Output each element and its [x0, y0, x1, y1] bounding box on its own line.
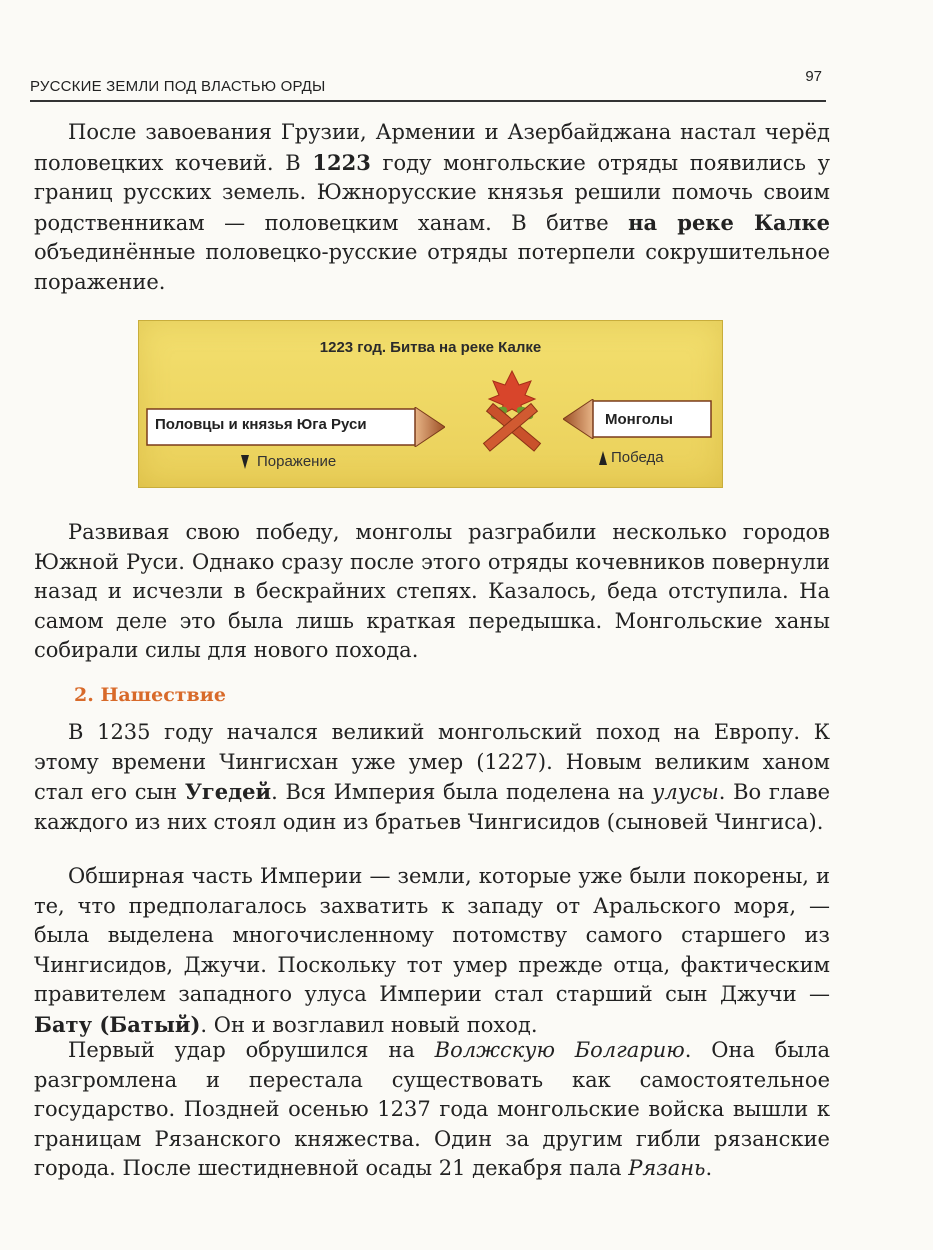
victory-label: Победа: [611, 449, 664, 466]
battle-scheme: [138, 320, 723, 488]
paragraph-first-strike: Первый удар обрушился на Волжскую Болгарию. Она была разгромлена и перестала существовать как самостоятельное государство. Поздней осенью 1237 года монгольские войска вышли к границам Рязанского княжества. Один за другим гибли рязанские города. После шестидневной осады 21 декабря пала Рязань.: [34, 1038, 830, 1180]
paragraph-batu: Обширная часть Империи — земли, которые уже были покорены, и те, что предполагалось захватить к западу от Аральского моря, — была выделена многочисленному потомству самого старшего из Чингисидов, Джучи. Поскольку тот умер прежде отца, фактическим правителем западного улуса Империи стал старший сын Джучи — Бату (Батый). Он и возглавил новый поход.: [34, 864, 830, 1037]
term-ulusy: улусы: [652, 780, 719, 804]
left-result: [241, 453, 336, 470]
running-title: РУССКИЕ ЗЕМЛИ ПОД ВЛАСТЬЮ ОРДЫ: [30, 78, 326, 95]
left-side-label: Половцы и князья Юга Руси: [155, 416, 367, 433]
paragraph-kalka-intro: После завоевания Грузии, Армении и Азербайджана настал черёд половецких кочевий. В 1223 году монгольские отряды появились у границ русских земель. Южнорусские князья решили помочь своим родственникам — половецким ханам. В битве на реке Калке объединённые половецко-русские отряды потерпели сокрушительное поражение.: [34, 120, 831, 294]
paragraph-after-battle: Развивая свою победу, монголы разграбили несколько городов Южной Руси. Однако сразу после этого отряды кочевников повернули назад и исчезли в бескрайних степях. Казалось, беда отступила. На самом деле это была лишь краткая передышка. Монгольские ханы собирали силы для нового похода.: [34, 520, 830, 662]
scheme-title: 1223 год. Битва на реке Калке: [319, 339, 542, 356]
page-number: 97: [805, 68, 822, 85]
arrow-down-icon: [241, 455, 249, 469]
name-ugedei: Угедей: [184, 779, 272, 804]
section-heading: 2. Нашествие: [74, 684, 226, 706]
term-ryazan: Рязань: [628, 1156, 706, 1180]
running-header: [30, 68, 826, 102]
term-kalka-river: на реке Калке: [628, 209, 830, 235]
crossed-swords-icon: [475, 365, 549, 465]
paragraph-campaign-start: В 1235 году начался великий монгольский поход на Европу. К этому времени Чингисхан уже умер (1227). Новым великим ханом стал его сын Угедей. Вся Империя была поделена на улусы. Во главе каждого из них стоял один из братьев Чингисидов (сыновей Чингиса).: [34, 720, 830, 834]
right-result: [599, 449, 664, 466]
arrow-up-icon: [599, 451, 607, 465]
term-volga-bulgaria: Волжскую Болгарию: [434, 1038, 685, 1062]
right-side-label: Монголы: [605, 411, 673, 428]
year-1223: 1223: [312, 149, 371, 175]
defeat-label: Поражение: [257, 453, 337, 470]
name-batu: Бату (Батый): [34, 1011, 201, 1037]
